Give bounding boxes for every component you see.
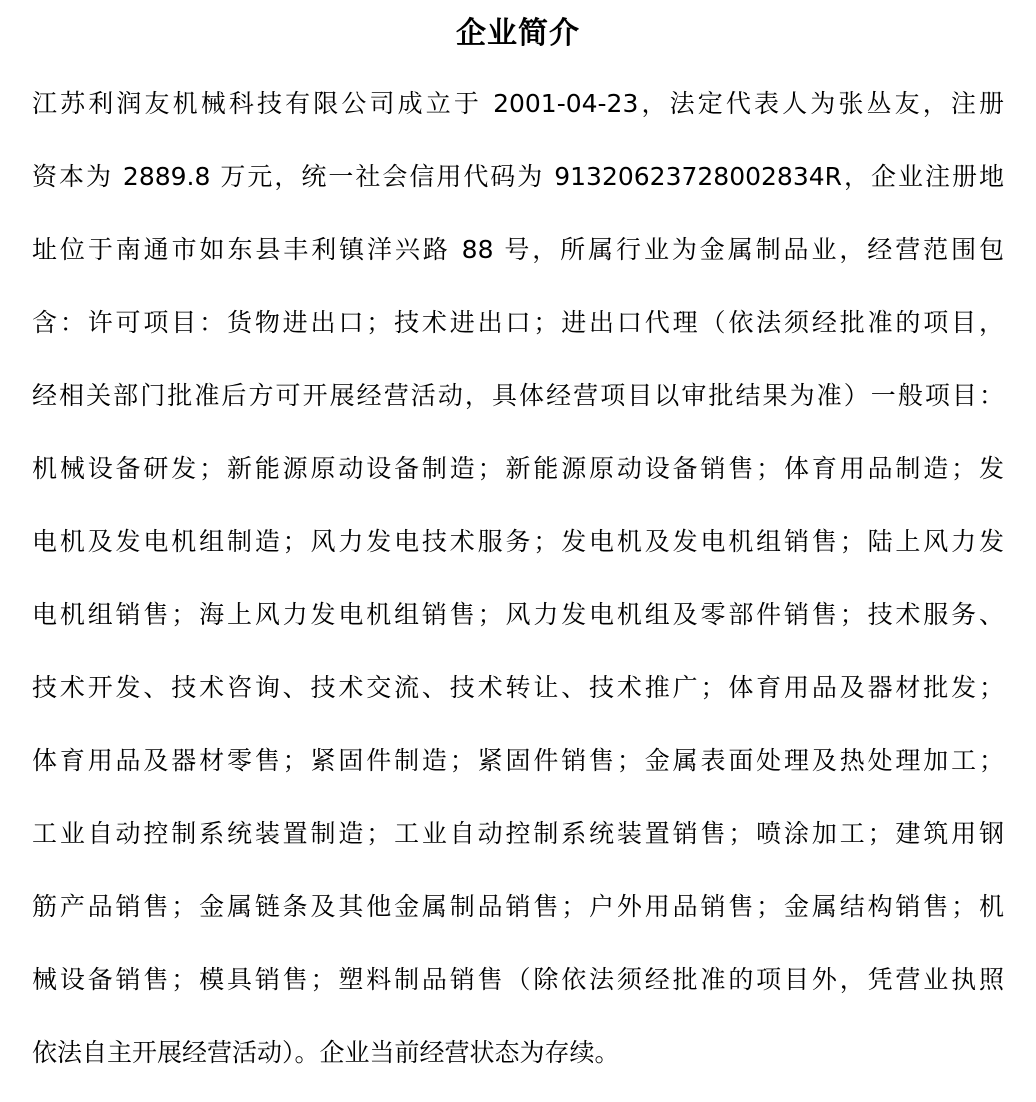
text-line: 电机及发电机组制造；风力发电技术服务；发电机及发电机组销售；陆上风力发 — [32, 527, 1004, 556]
text-line: 技术开发、技术咨询、技术交流、技术转让、技术推广；体育用品及器材批发； — [32, 673, 1004, 702]
text-line: 资本为 2889.8 万元，统一社会信用代码为 91320623728002834R，企业注册地 — [32, 162, 1004, 191]
text-line: 筋产品销售；金属链条及其他金属制品销售；户外用品销售；金属结构销售；机 — [32, 892, 1004, 921]
text-line: 含：许可项目：货物进出口；技术进出口；进出口代理（依法须经批准的项目， — [32, 308, 1004, 337]
text-line: 址位于南通市如东县丰利镇洋兴路 88 号，所属行业为金属制品业，经营范围包 — [32, 235, 1004, 264]
text-line: 机械设备研发；新能源原动设备制造；新能源原动设备销售；体育用品制造；发 — [32, 454, 1004, 483]
text-line: 电机组销售；海上风力发电机组销售；风力发电机组及零部件销售；技术服务、 — [32, 600, 1004, 629]
text-line: 依法自主开展经营活动）。企业当前经营状态为存续。 — [32, 1038, 620, 1067]
text-line: 工业自动控制系统装置制造；工业自动控制系统装置销售；喷涂加工；建筑用钢 — [32, 819, 1004, 848]
text-line: 体育用品及器材零售；紧固件制造；紧固件销售；金属表面处理及热处理加工； — [32, 746, 1004, 775]
page-title: 企业简介 — [456, 16, 580, 51]
text-line: 江苏利润友机械科技有限公司成立于 2001-04-23，法定代表人为张丛友，注册 — [32, 89, 1004, 118]
text-line: 械设备销售；模具销售；塑料制品销售（除依法须经批准的项目外，凭营业执照 — [32, 965, 1004, 994]
text-line: 经相关部门批准后方可开展经营活动，具体经营项目以审批结果为准）一般项目： — [32, 381, 1004, 410]
